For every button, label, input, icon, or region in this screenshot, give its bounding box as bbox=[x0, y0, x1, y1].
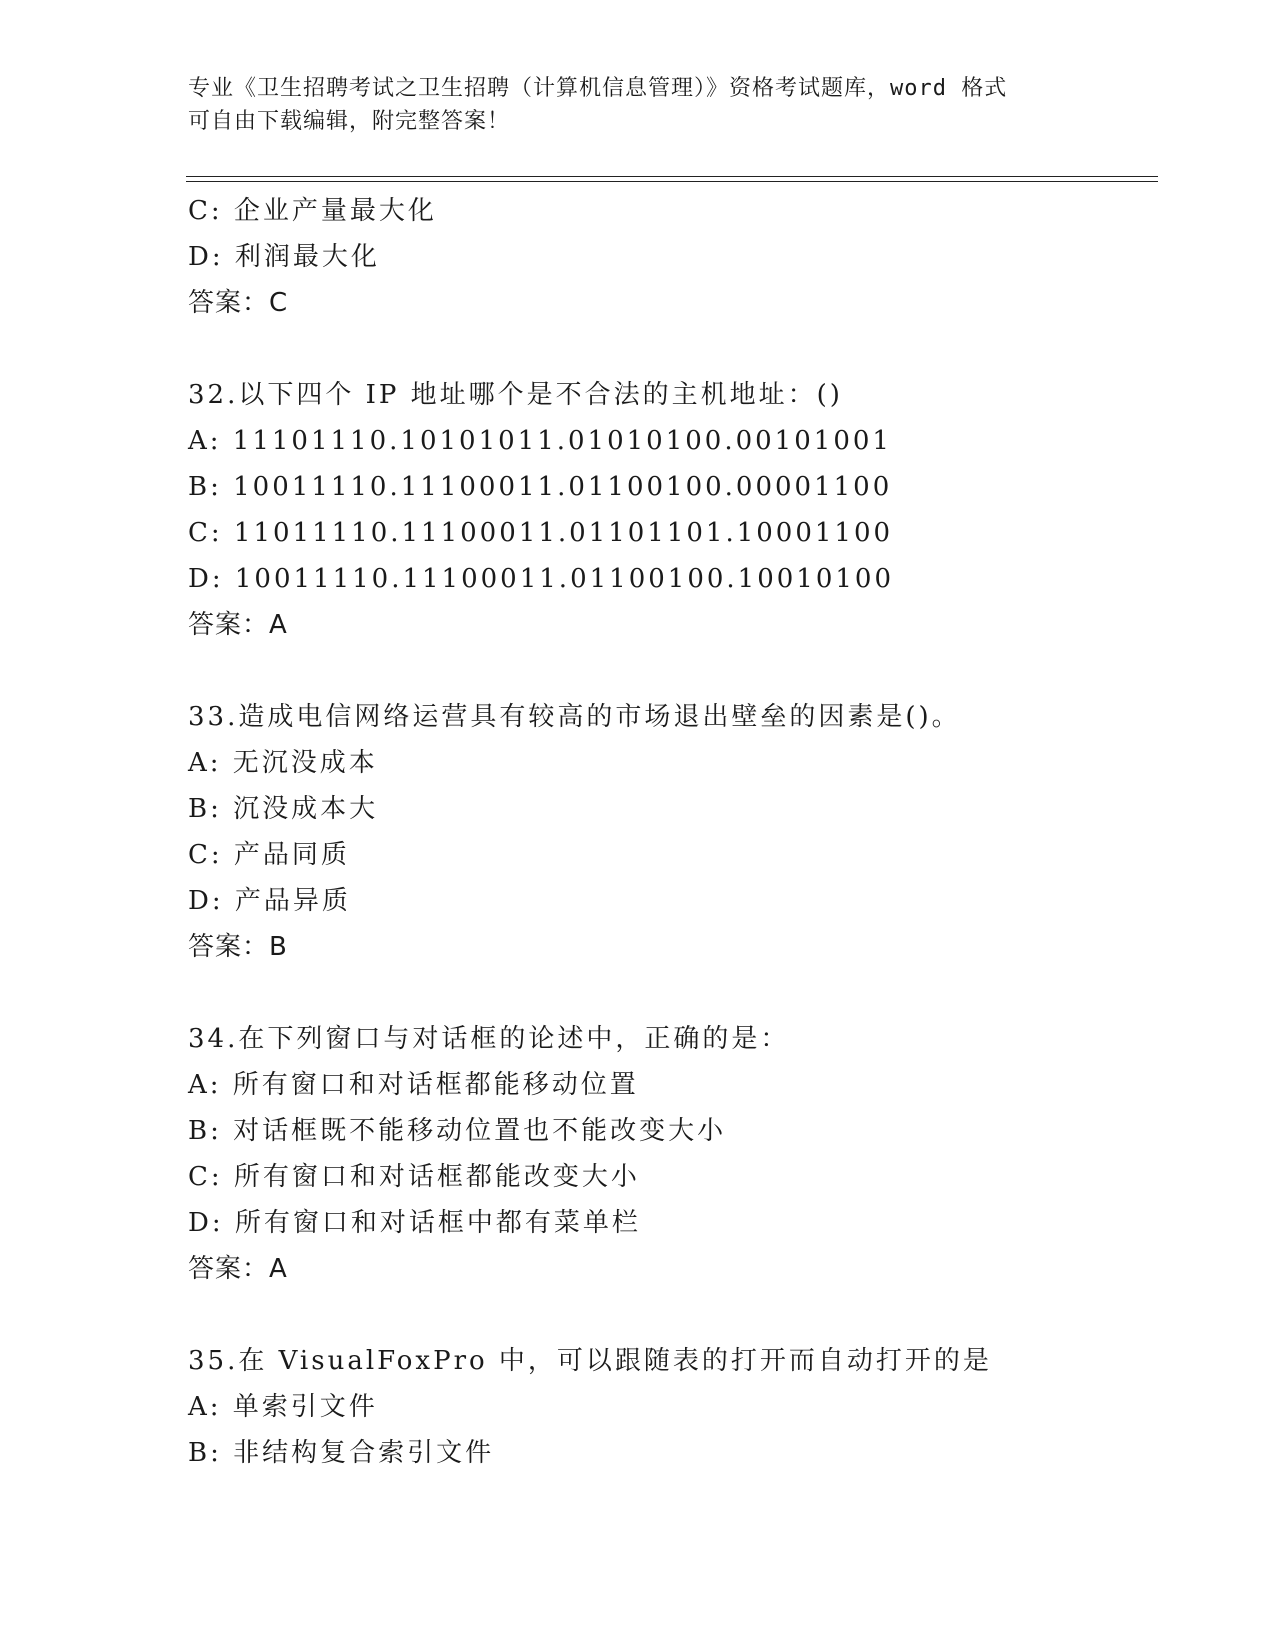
q33-option-c: C: 产品同质 bbox=[188, 840, 350, 870]
q33-answer: 答案：B bbox=[188, 932, 288, 962]
q33-question: 33.造成电信网络运营具有较高的市场退出壁垒的因素是()。 bbox=[188, 702, 961, 732]
question-32-block bbox=[188, 372, 1148, 648]
q34-option-b: B: 对话框既不能移动位置也不能改变大小 bbox=[188, 1116, 727, 1146]
q34-answer: 答案：A bbox=[188, 1254, 288, 1284]
q33-option-b: B: 沉没成本大 bbox=[188, 794, 379, 824]
q31-option-c: C: 企业产量最大化 bbox=[188, 196, 437, 226]
spacer bbox=[188, 1292, 1148, 1338]
q34-option-c: C: 所有窗口和对话框都能改变大小 bbox=[188, 1162, 640, 1192]
q35-option-a: A: 单索引文件 bbox=[188, 1392, 378, 1422]
q32-option-b: B: 10011110.11100011.01100100.00001100 bbox=[188, 472, 893, 502]
q34-question: 34.在下列窗口与对话框的论述中，正确的是： bbox=[188, 1024, 790, 1054]
q32-option-d: D: 10011110.11100011.01100100.10010100 bbox=[188, 564, 895, 594]
q32-question: 32.以下四个 IP 地址哪个是不合法的主机地址：() bbox=[188, 380, 843, 410]
q35-option-b: B: 非结构复合索引文件 bbox=[188, 1438, 495, 1468]
q31-answer: 答案：C bbox=[188, 288, 289, 318]
header-divider-top bbox=[186, 176, 1158, 177]
q33-option-a: A: 无沉没成本 bbox=[188, 748, 378, 778]
header-line-1: 专业《卫生招聘考试之卫生招聘（计算机信息管理）》资格考试题库，word 格式 bbox=[188, 76, 1008, 101]
q35-question: 35.在 VisualFoxPro 中，可以跟随表的打开而自动打开的是 bbox=[188, 1346, 992, 1376]
q32-option-c: C: 11011110.11100011.01101101.10001100 bbox=[188, 518, 894, 548]
document-header bbox=[188, 72, 1088, 138]
q32-option-a: A: 11101110.10101011.01010100.00101001 bbox=[188, 426, 892, 456]
q32-answer: 答案：A bbox=[188, 610, 288, 640]
q31-option-d: D: 利润最大化 bbox=[188, 242, 380, 272]
header-line-2: 可自由下载编辑，附完整答案！ bbox=[188, 109, 511, 134]
question-35-block bbox=[188, 1338, 1148, 1476]
q33-option-d: D: 产品异质 bbox=[188, 886, 351, 916]
question-34-block bbox=[188, 1016, 1148, 1292]
question-list bbox=[188, 188, 1148, 1476]
question-33-block bbox=[188, 694, 1148, 970]
q34-option-a: A: 所有窗口和对话框都能移动位置 bbox=[188, 1070, 639, 1100]
spacer bbox=[188, 326, 1148, 372]
question-31-block bbox=[188, 188, 1148, 326]
spacer bbox=[188, 970, 1148, 1016]
header-divider-bottom bbox=[186, 181, 1158, 182]
q34-option-d: D: 所有窗口和对话框中都有菜单栏 bbox=[188, 1208, 641, 1238]
spacer bbox=[188, 648, 1148, 694]
